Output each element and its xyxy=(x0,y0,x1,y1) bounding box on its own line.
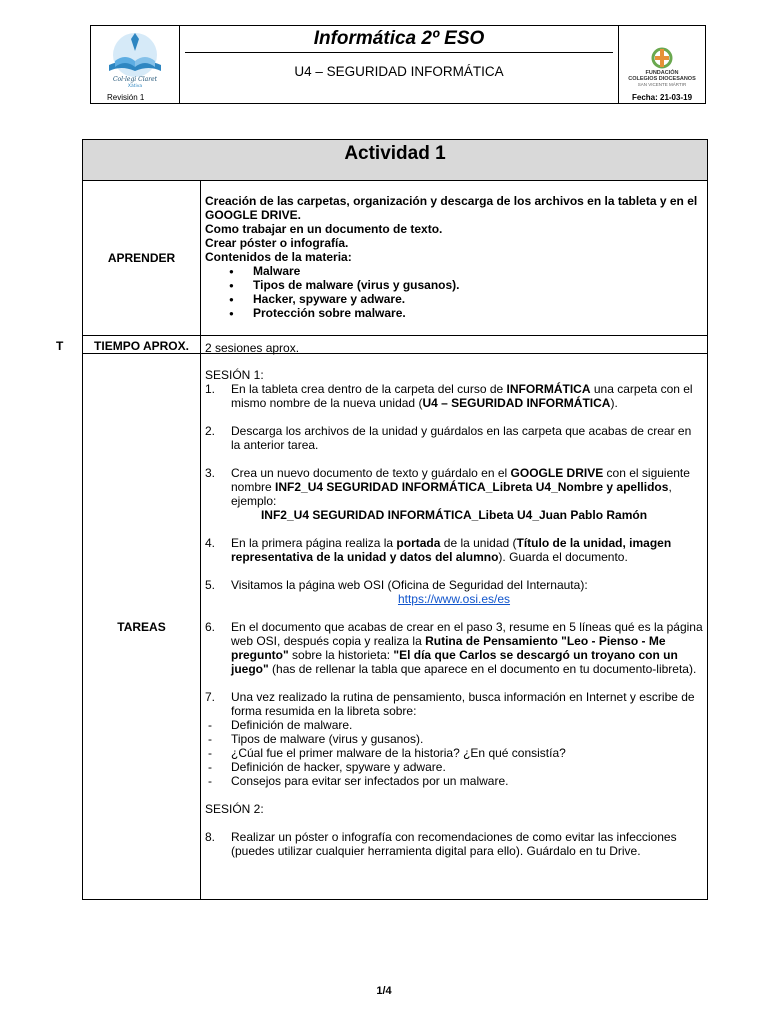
unit-subtitle: U4 – SEGURIDAD INFORMÁTICA xyxy=(294,64,504,79)
task-6: 6. En el documento que acabas de crear en el paso 3, resume en 5 líneas qué es la página web OSI, después copia y realiza la Rutina de Pensamiento "Leo - Pienso - Me pregunto" sobre la historieta: "El día que Carlos se descargó un troyano con un juego" (has de rellenar la tabla que aparece en el documento en tu documento-libreta). xyxy=(205,620,703,676)
task-3: 3. Crea un nuevo documento de texto y guárdalo en el GOOGLE DRIVE con el siguiente nombre INF2_U4 SEGURIDAD INFORMÁTICA_Libreta U4_Nombre y apellidos, ejemplo: xyxy=(205,466,690,508)
aprender-line: Crear póster o infografía. xyxy=(205,236,349,250)
list-item: ● Protección sobre malware. xyxy=(205,306,703,320)
tareas-content xyxy=(205,368,703,858)
foundation-cross-icon xyxy=(650,46,674,70)
foundation-name: FUNDACIÓN COLEGIOS DIOCESANOS SAN VICENTE MÁRTIR xyxy=(628,70,696,87)
aprender-line: Creación de las carpetas, organización y descarga de los archivos en la tableta y en el GOOGLE DRIVE. xyxy=(205,194,698,222)
list-item: ● Hacker, spyware y adware. xyxy=(205,292,703,306)
list-item: - Definición de malware. xyxy=(208,718,353,732)
svg-text:Xàtiva: Xàtiva xyxy=(127,84,143,89)
document-header xyxy=(90,25,706,104)
revision-label: Revisión 1 xyxy=(107,93,145,102)
page-number: 1/4 xyxy=(376,985,392,997)
task-8: 8. Realizar un póster o infografía con recomendaciones de como evitar las infecciones (puedes utilizar cualquier herramienta digital para ello). Guárdalo en tu Drive. xyxy=(205,830,677,858)
list-item: - ¿Cúal fue el primer malware de la historia? ¿En qué consistía? xyxy=(208,746,566,760)
osi-link[interactable]: https://www.osi.es/es xyxy=(397,592,511,606)
document-title: Informática 2º ESO xyxy=(313,28,485,49)
foundation-logo xyxy=(618,26,705,103)
column-divider xyxy=(200,180,201,899)
list-item: - Definición de hacker, spyware y adware. xyxy=(208,760,446,774)
aprender-line: Contenidos de la materia: xyxy=(205,250,352,264)
aprender-label: APRENDER xyxy=(107,251,176,265)
contenidos-list xyxy=(205,264,703,320)
tareas-label: TAREAS xyxy=(117,620,166,634)
book-logo-icon xyxy=(101,31,169,89)
task-3-example: INF2_U4 SEGURIDAD INFORMÁTICA_Libeta U4_Juan Pablo Ramón xyxy=(260,508,648,522)
aprender-line: Como trabajar en un documento de texto. xyxy=(205,222,443,236)
svg-text:Col·legi Claret: Col·legi Claret xyxy=(112,76,158,83)
sesion-2-heading: SESIÓN 2: xyxy=(205,802,264,816)
margin-marker: T xyxy=(56,339,64,353)
activity-table xyxy=(82,139,708,900)
school-logo xyxy=(91,26,180,103)
list-item: ● Malware xyxy=(205,264,703,278)
task-2: 2. Descarga los archivos de la unidad y guárdalos en las carpeta que acabas de crear en la anterior tarea. xyxy=(205,424,692,452)
aprender-content xyxy=(205,194,703,320)
activity-title: Actividad 1 xyxy=(344,143,446,164)
title-divider xyxy=(185,52,613,53)
row-divider-aprender xyxy=(83,335,707,336)
date-label: Fecha: 21-03-19 xyxy=(631,93,693,102)
task-4: 4. En la primera página realiza la portada de la unidad (Título de la unidad, imagen representativa de la unidad y datos del alumno). Guarda el documento. xyxy=(205,536,672,564)
task-1: 1. En la tableta crea dentro de la carpeta del curso de INFORMÁTICA una carpeta con el mismo nombre de la nueva unidad (U4 – SEGURIDAD INFORMÁTICA). xyxy=(205,382,693,410)
list-item: ● Tipos de malware (virus y gusanos). xyxy=(205,278,703,292)
sesion-1-heading: SESIÓN 1: xyxy=(205,368,264,382)
list-item: - Consejos para evitar ser infectados por un malware. xyxy=(208,774,509,788)
tiempo-value: 2 sesiones aprox. xyxy=(205,341,300,355)
task-7: 7. Una vez realizado la rutina de pensamiento, busca información en Internet y escribe de forma resumida en la libreta sobre: xyxy=(205,690,695,718)
activity-title-row xyxy=(83,140,707,181)
list-item: - Tipos de malware (virus y gusanos). xyxy=(208,732,424,746)
tiempo-label: TIEMPO APROX. xyxy=(94,339,189,353)
task-5: 5. Visitamos la página web OSI (Oficina de Seguridad del Internauta): xyxy=(205,578,588,592)
